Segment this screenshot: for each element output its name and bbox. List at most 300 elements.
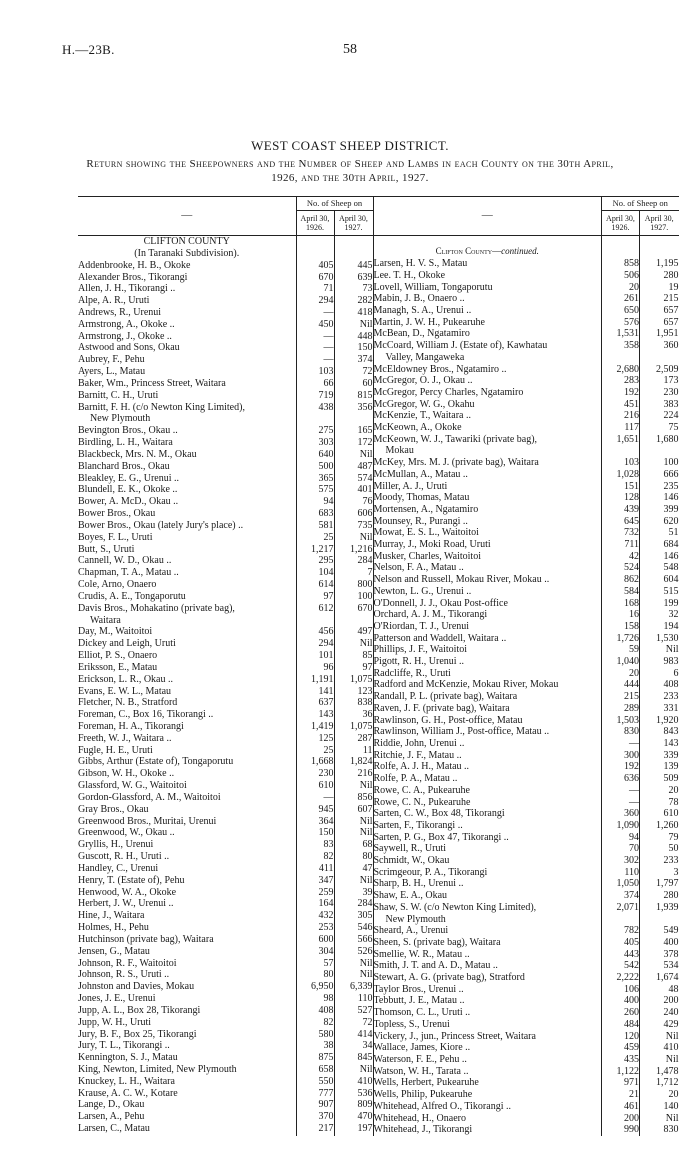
sheep-1927-value: 670 [334, 603, 373, 615]
sheep-1927-value: 448 [334, 331, 373, 343]
owner-name-text: Cannell, W. D., Okau .. [78, 555, 172, 567]
sheep-1927-value: 6 [640, 668, 679, 680]
owner-name-text: Addenbrooke, H. B., Okoke [78, 259, 191, 271]
sheep-1927-value: 1,680 [640, 434, 679, 446]
table-row [374, 738, 679, 750]
owner-name-text: Elliot, P. S., Onaero [78, 650, 158, 662]
owner-name-text: Greenwood Bros., Muritai, Urenui [78, 815, 217, 827]
sheep-1927-value: Nil [334, 638, 373, 650]
owner-name [78, 425, 296, 437]
owner-name [374, 1031, 602, 1043]
sheep-1926-value [602, 352, 640, 364]
sheep-1927-value: 843 [640, 726, 679, 738]
owner-name [374, 574, 602, 586]
sheep-1927-value: 73 [334, 283, 373, 295]
sheep-1927-value: 666 [640, 469, 679, 481]
sheep-1927-value: 200 [640, 995, 679, 1007]
owner-name [374, 293, 602, 305]
owner-name [78, 1017, 296, 1029]
owner-name [78, 319, 296, 331]
table-row [78, 1040, 373, 1052]
sheep-1926-value: 1,668 [296, 756, 334, 768]
owner-name-text: Boyes, F. L., Uruti [78, 531, 153, 543]
table-row [78, 863, 373, 875]
owner-name-text: Evans, E. W. L., Matau [78, 685, 172, 697]
sheep-1926-value [296, 615, 334, 627]
table-row [374, 1007, 679, 1019]
sheep-1926-value: 25 [296, 532, 334, 544]
table-row [78, 709, 373, 721]
table-row [78, 496, 373, 508]
owner-name-text: Armstrong, J., Okoke .. [78, 330, 172, 342]
owner-name [78, 413, 296, 425]
sheep-1927-value: 657 [640, 305, 679, 317]
owner-name-text: Larsen, A., Pehu [78, 1111, 145, 1123]
sheep-1926-value: 636 [602, 773, 640, 785]
owner-name-text: Waterson, F. E., Pehu .. [373, 1053, 467, 1065]
owner-name-text: Watson, W. H., Tarata .. [373, 1065, 469, 1077]
sheep-1926-value: 141 [296, 686, 334, 698]
owner-name [78, 1064, 296, 1076]
table-row [78, 260, 373, 272]
sheep-1926-value: 576 [602, 317, 640, 329]
owner-name-text: Rowe, C. A., Pukearuhe [373, 784, 470, 796]
owner-name [374, 469, 602, 481]
owner-name-text: Rawlinson, William J., Post-office, Matau .. [373, 726, 550, 738]
sheep-1926-value: 168 [602, 598, 640, 610]
owner-name-text: O'Riordan, T. J., Urenui [373, 620, 470, 632]
owner-name [78, 1123, 296, 1136]
sheep-1927-value: 146 [640, 492, 679, 504]
sheep-1927-value: 815 [334, 390, 373, 402]
sheep-1927-value: 408 [640, 679, 679, 691]
sheep-1926-value: 711 [602, 539, 640, 551]
owner-name [78, 331, 296, 343]
table-row [374, 328, 679, 340]
owner-name [374, 808, 602, 820]
sheep-1926-value: 230 [296, 768, 334, 780]
continued-heading-row [374, 236, 679, 259]
sheep-1926-value: 405 [296, 260, 334, 272]
sheep-1927-value: 85 [334, 650, 373, 662]
sheep-1926-value: 581 [296, 520, 334, 532]
table-row [78, 591, 373, 603]
table-row [374, 855, 679, 867]
sheep-1926-value: 94 [602, 832, 640, 844]
table-row [374, 586, 679, 598]
sheep-1926-value: 432 [296, 910, 334, 922]
sheep-1927-value: 143 [640, 738, 679, 750]
sheep-1927-value: 100 [640, 457, 679, 469]
owner-name-text: Schmidt, W., Okau [373, 855, 450, 867]
sheep-1926-value: 405 [602, 937, 640, 949]
owner-name [374, 434, 602, 446]
owner-name [78, 768, 296, 780]
owner-name [78, 615, 296, 627]
owner-name [78, 342, 296, 354]
sheep-1926-value: 38 [296, 1040, 334, 1052]
table-row [374, 445, 679, 457]
sheep-1926-value: 295 [296, 555, 334, 567]
owner-name [78, 875, 296, 887]
sheep-1927-value: 684 [640, 539, 679, 551]
sheep-1927-value: 34 [334, 1040, 373, 1052]
owner-name [374, 282, 602, 294]
sheep-1927-value: 414 [334, 1029, 373, 1041]
table-row [374, 504, 679, 516]
sheep-1926-value: 1,040 [602, 656, 640, 668]
sheep-1926-value: 83 [296, 839, 334, 851]
table-row [78, 922, 373, 934]
owner-name-text: Day, M., Waitoitoi [78, 626, 153, 638]
owner-name [78, 898, 296, 910]
owner-name-text: Whitehead, H., Onaero [373, 1112, 466, 1124]
table-row [374, 422, 679, 434]
sheep-1926-value: 408 [296, 1005, 334, 1017]
owner-name [78, 1040, 296, 1052]
owner-name-text: Martin, J. W. H., Pukearuhe [373, 316, 485, 328]
table-row [78, 567, 373, 579]
owner-name-text: Blundell, E. K., Okoke .. [78, 484, 178, 496]
table-row [78, 981, 373, 993]
table-row [374, 656, 679, 668]
sheep-1926-value: 614 [296, 579, 334, 591]
owner-name [374, 937, 602, 949]
sheep-1927-value: 282 [334, 295, 373, 307]
table-row [374, 867, 679, 879]
table-row [78, 887, 373, 899]
table-row [374, 820, 679, 832]
owner-name-text: Chapman, T. A., Matau .. [78, 567, 179, 579]
sheep-1926-value: 645 [602, 516, 640, 528]
owner-name-text: Gordon-Glassford, A. M., Waitoitoi [78, 791, 221, 803]
table-row [374, 375, 679, 387]
owner-name [374, 527, 602, 539]
table-row [374, 410, 679, 422]
sheep-1927-value: 1,939 [640, 902, 679, 914]
sheep-1926-value: 217 [296, 1123, 334, 1136]
owner-name-text: McKeown, W. J., Tawariki (private bag), [373, 433, 538, 445]
sheep-1927-value: 470 [334, 1111, 373, 1123]
owner-name-text: Whitehead, Alfred O., Tikorangi .. [373, 1100, 511, 1112]
sheep-1926-value: 456 [296, 626, 334, 638]
sheep-1927-value: 809 [334, 1099, 373, 1111]
table-row [374, 293, 679, 305]
sheep-1926-value: 610 [296, 780, 334, 792]
table-row [78, 697, 373, 709]
table-row [374, 1066, 679, 1078]
owner-name-text: Butt, S., Uruti [78, 543, 135, 555]
sheep-1927-value: 72 [334, 366, 373, 378]
owner-name-text: Fugle, H. E., Uruti [78, 744, 153, 756]
owner-name-text: McGregor, W. G., Okahu [373, 398, 475, 410]
owner-name-text: New Plymouth [385, 913, 446, 925]
table-row [374, 949, 679, 961]
sheep-1927-value: 401 [334, 484, 373, 496]
col-1927-header: April 30, 1927. [334, 211, 373, 236]
sheep-1927-value: 19 [640, 282, 679, 294]
sheep-1927-value: 240 [640, 1007, 679, 1019]
owner-name-text: Alpe, A. R., Uruti [78, 295, 150, 307]
owner-name [374, 270, 602, 282]
sheep-1927-value: 606 [334, 508, 373, 520]
table-row [374, 761, 679, 773]
table-row [374, 282, 679, 294]
table-row [78, 532, 373, 544]
owner-name-text: Rolfe, P. A., Matau .. [373, 773, 458, 785]
table-row [78, 579, 373, 591]
owner-name [78, 496, 296, 508]
owner-name-text: New Plymouth [90, 413, 151, 425]
owner-name-text: Managh, S. A., Urenui .. [373, 304, 472, 316]
table-row [374, 352, 679, 364]
sheep-group-header: No. of Sheep on [296, 197, 373, 211]
owner-name [78, 1029, 296, 1041]
col-1926-header: April 30, 1926. [296, 211, 334, 236]
sheep-1927-value: 146 [640, 551, 679, 563]
table-row [78, 934, 373, 946]
table-row [374, 679, 679, 691]
owner-name [374, 410, 602, 422]
owner-name [78, 1052, 296, 1064]
owner-name-text: Kennington, S. J., Matau [78, 1052, 178, 1064]
owner-name-text: Clifton County— [435, 246, 502, 256]
left-table-body [78, 236, 373, 1137]
owner-name-text: Freeth, W. J., Waitara .. [78, 732, 172, 744]
sheep-1927-value: Nil [334, 449, 373, 461]
table-row [78, 366, 373, 378]
sheep-1927-value: 305 [334, 910, 373, 922]
sheep-1927-value: 165 [334, 425, 373, 437]
owner-name-text: Sheard, A., Urenui [373, 925, 449, 937]
sheep-1926-value: 117 [602, 422, 640, 434]
sheep-1927-value: 100 [334, 591, 373, 603]
owner-name [78, 283, 296, 295]
sheep-1927-value [334, 236, 373, 248]
table-row [78, 295, 373, 307]
owner-name-text: McEldowney Bros., Ngatamiro .. [373, 363, 507, 375]
sheep-1927-value: 360 [640, 340, 679, 352]
owner-name [374, 1113, 602, 1125]
sheep-1926-value [602, 445, 640, 457]
owner-name-text: Radcliffe, R., Uruti [373, 667, 451, 679]
sheep-1927-value: 604 [640, 574, 679, 586]
sheep-1927-value: 2,509 [640, 364, 679, 376]
page-number: 58 [343, 42, 357, 57]
owner-name-text: Musker, Charles, Waitoitoi [373, 550, 481, 562]
sheep-1926-value: 261 [602, 293, 640, 305]
owner-name [374, 1089, 602, 1101]
sheep-1926-value: 575 [296, 484, 334, 496]
sheep-1926-value: 143 [296, 709, 334, 721]
sheep-1926-value: 103 [296, 366, 334, 378]
sheep-1927-value: 97 [334, 662, 373, 674]
owner-name [374, 820, 602, 832]
owner-name-text: Knuckey, L. H., Waitara [78, 1075, 175, 1087]
owner-name-text: Patterson and Waddell, Waitara .. [373, 632, 507, 644]
owner-name [78, 851, 296, 863]
table-row [374, 1089, 679, 1101]
table-row [78, 437, 373, 449]
sheep-1926-value: 42 [602, 551, 640, 563]
owner-name [374, 551, 602, 563]
owner-name [374, 902, 602, 914]
owner-name-text: Foreman, C., Box 16, Tikorangi .. [78, 709, 214, 721]
sheep-1926-value: 70 [602, 843, 640, 855]
sheep-1926-value: 192 [602, 387, 640, 399]
table-row [374, 1077, 679, 1089]
sheep-1927-value: 1,797 [640, 878, 679, 890]
owner-name [374, 832, 602, 844]
owner-name [374, 621, 602, 633]
owner-name-text: Johnson, R. S., Uruti .. [78, 969, 170, 981]
table-row [78, 1076, 373, 1088]
owner-name [374, 445, 602, 457]
sheep-1927-value: 983 [640, 656, 679, 668]
owner-name [374, 925, 602, 937]
sheep-1926-value: 640 [296, 449, 334, 461]
sheep-1927-value: 140 [640, 1101, 679, 1113]
sheep-1927-value: Nil [334, 1064, 373, 1076]
owner-name [78, 922, 296, 934]
sheep-1926-value: 484 [602, 1019, 640, 1031]
sheep-1926-value: 59 [602, 644, 640, 656]
sheep-1926-value: 101 [296, 650, 334, 662]
owner-name-text: Shaw, S. W. (c/o Newton King Limited), [373, 901, 537, 913]
table-row [78, 390, 373, 402]
owner-name [374, 1007, 602, 1019]
table-row [78, 378, 373, 390]
sheep-1927-value: 1,530 [640, 633, 679, 645]
sheep-1926-value: 151 [602, 481, 640, 493]
sheep-1927-value: 173 [640, 375, 679, 387]
owner-name [374, 785, 602, 797]
owner-name-text: Shaw, E. A., Okau [373, 890, 448, 902]
table-row [78, 425, 373, 437]
sheep-1926-value: 506 [602, 270, 640, 282]
owner-name-text: Pigott, R. H., Urenui .. [373, 656, 465, 668]
sheep-1926-value: 719 [296, 390, 334, 402]
table-row [374, 960, 679, 972]
sheep-1927-value: 6,339 [334, 981, 373, 993]
sheep-1926-value: 200 [602, 1113, 640, 1125]
sheep-1926-value: 374 [602, 890, 640, 902]
owner-column-header: — [374, 197, 602, 236]
owner-name-text: McKeown, A., Okoke [373, 422, 462, 434]
owner-name [374, 679, 602, 691]
sheep-1927-value: 1,075 [334, 674, 373, 686]
owner-name-text: McGregor, Percy Charles, Ngatamiro [373, 386, 524, 398]
owner-name [78, 544, 296, 556]
owner-name-text: Jury, T. L., Tikorangi .. [78, 1040, 170, 1052]
sheep-1927-value: 224 [640, 410, 679, 422]
sheep-1927-value: 233 [640, 691, 679, 703]
sheep-1926-value: 500 [296, 461, 334, 473]
table-row [374, 644, 679, 656]
owner-name-text: Lovell, William, Tongaporutu [373, 281, 493, 293]
sheep-1927-value [334, 248, 373, 260]
table-row [78, 745, 373, 757]
table-row [78, 319, 373, 331]
owner-name-text: Rolfe, A. J. H., Matau .. [373, 761, 470, 773]
sheep-1926-value [296, 413, 334, 425]
owner-name [78, 756, 296, 768]
owner-name-text: Radford and McKenzie, Mokau River, Mokau [373, 679, 559, 691]
table-row [78, 413, 373, 425]
owner-name [374, 797, 602, 809]
owner-name-text: McKenzie, T., Waitara .. [373, 410, 471, 422]
owner-name-text: Bower Bros., Okau [78, 508, 156, 520]
table-row [374, 925, 679, 937]
sheep-1926-value: 260 [602, 1007, 640, 1019]
sheep-1926-value: 732 [602, 527, 640, 539]
sheep-1927-value: 280 [640, 890, 679, 902]
sheep-1927-value: Nil [334, 319, 373, 331]
owner-name-text: Blanchard Bros., Okau [78, 460, 170, 472]
owner-name-text: Smith, J. T. and A. D., Matau .. [373, 960, 498, 972]
sheep-1927-value: Nil [640, 1031, 679, 1043]
owner-name [78, 461, 296, 473]
owner-name [78, 863, 296, 875]
table-row [78, 875, 373, 887]
owner-name-text: Jury, B. F., Box 25, Tikorangi [78, 1028, 197, 1040]
sheep-1927-value: 216 [334, 768, 373, 780]
owner-name [374, 364, 602, 376]
owner-name-text: Wallace, James, Kiore .. [373, 1042, 471, 1054]
left-table [78, 196, 374, 1136]
table-row [374, 387, 679, 399]
owner-name [78, 354, 296, 366]
sheep-1927-value [640, 352, 679, 364]
sheep-1926-value: 358 [602, 340, 640, 352]
sheep-1926-value: 150 [296, 827, 334, 839]
owner-name [78, 887, 296, 899]
sheep-1927-value: 410 [334, 1076, 373, 1088]
table-row [78, 520, 373, 532]
table-row [374, 270, 679, 282]
table-row [78, 473, 373, 485]
owner-name [374, 773, 602, 785]
table-row [78, 638, 373, 650]
table-row [78, 816, 373, 828]
sheep-1927-value: 150 [334, 342, 373, 354]
owner-name [78, 236, 296, 248]
sheep-return-tables [78, 196, 678, 1136]
sheep-1926-value: 125 [296, 733, 334, 745]
owner-name [374, 1066, 602, 1078]
table-row [374, 539, 679, 551]
owner-name-text: Jensen, G., Matau [78, 945, 150, 957]
owner-name-text: Eriksson, E., Matau [78, 661, 158, 673]
table-row [78, 946, 373, 958]
sheep-1926-value: 82 [296, 1017, 334, 1029]
owner-name-text: Murray, J., Moki Road, Uruti [373, 539, 491, 551]
owner-name-text: Topless, S., Urenui [373, 1018, 450, 1030]
owner-name-text: Crudis, A. E., Tongaporutu [78, 590, 186, 602]
owner-name-text: Barnitt, C. H., Uruti [78, 389, 159, 401]
owner-name-text: Bower Bros., Okau (lately Jury's place) .. [78, 519, 244, 531]
owner-name-text: CLIFTON COUNTY [143, 236, 230, 247]
owner-name-text: Saywell, R., Uruti [373, 843, 446, 855]
owner-name-text: Mabin, J. B., Onaero .. [373, 293, 465, 305]
owner-name-text: Taylor Bros., Urenui .. [373, 983, 464, 995]
sheep-1927-value: Nil [334, 780, 373, 792]
table-row [78, 898, 373, 910]
table-row [78, 969, 373, 981]
sheep-1927-value: 79 [640, 832, 679, 844]
sheep-1927-value: 838 [334, 697, 373, 709]
table-row [374, 937, 679, 949]
